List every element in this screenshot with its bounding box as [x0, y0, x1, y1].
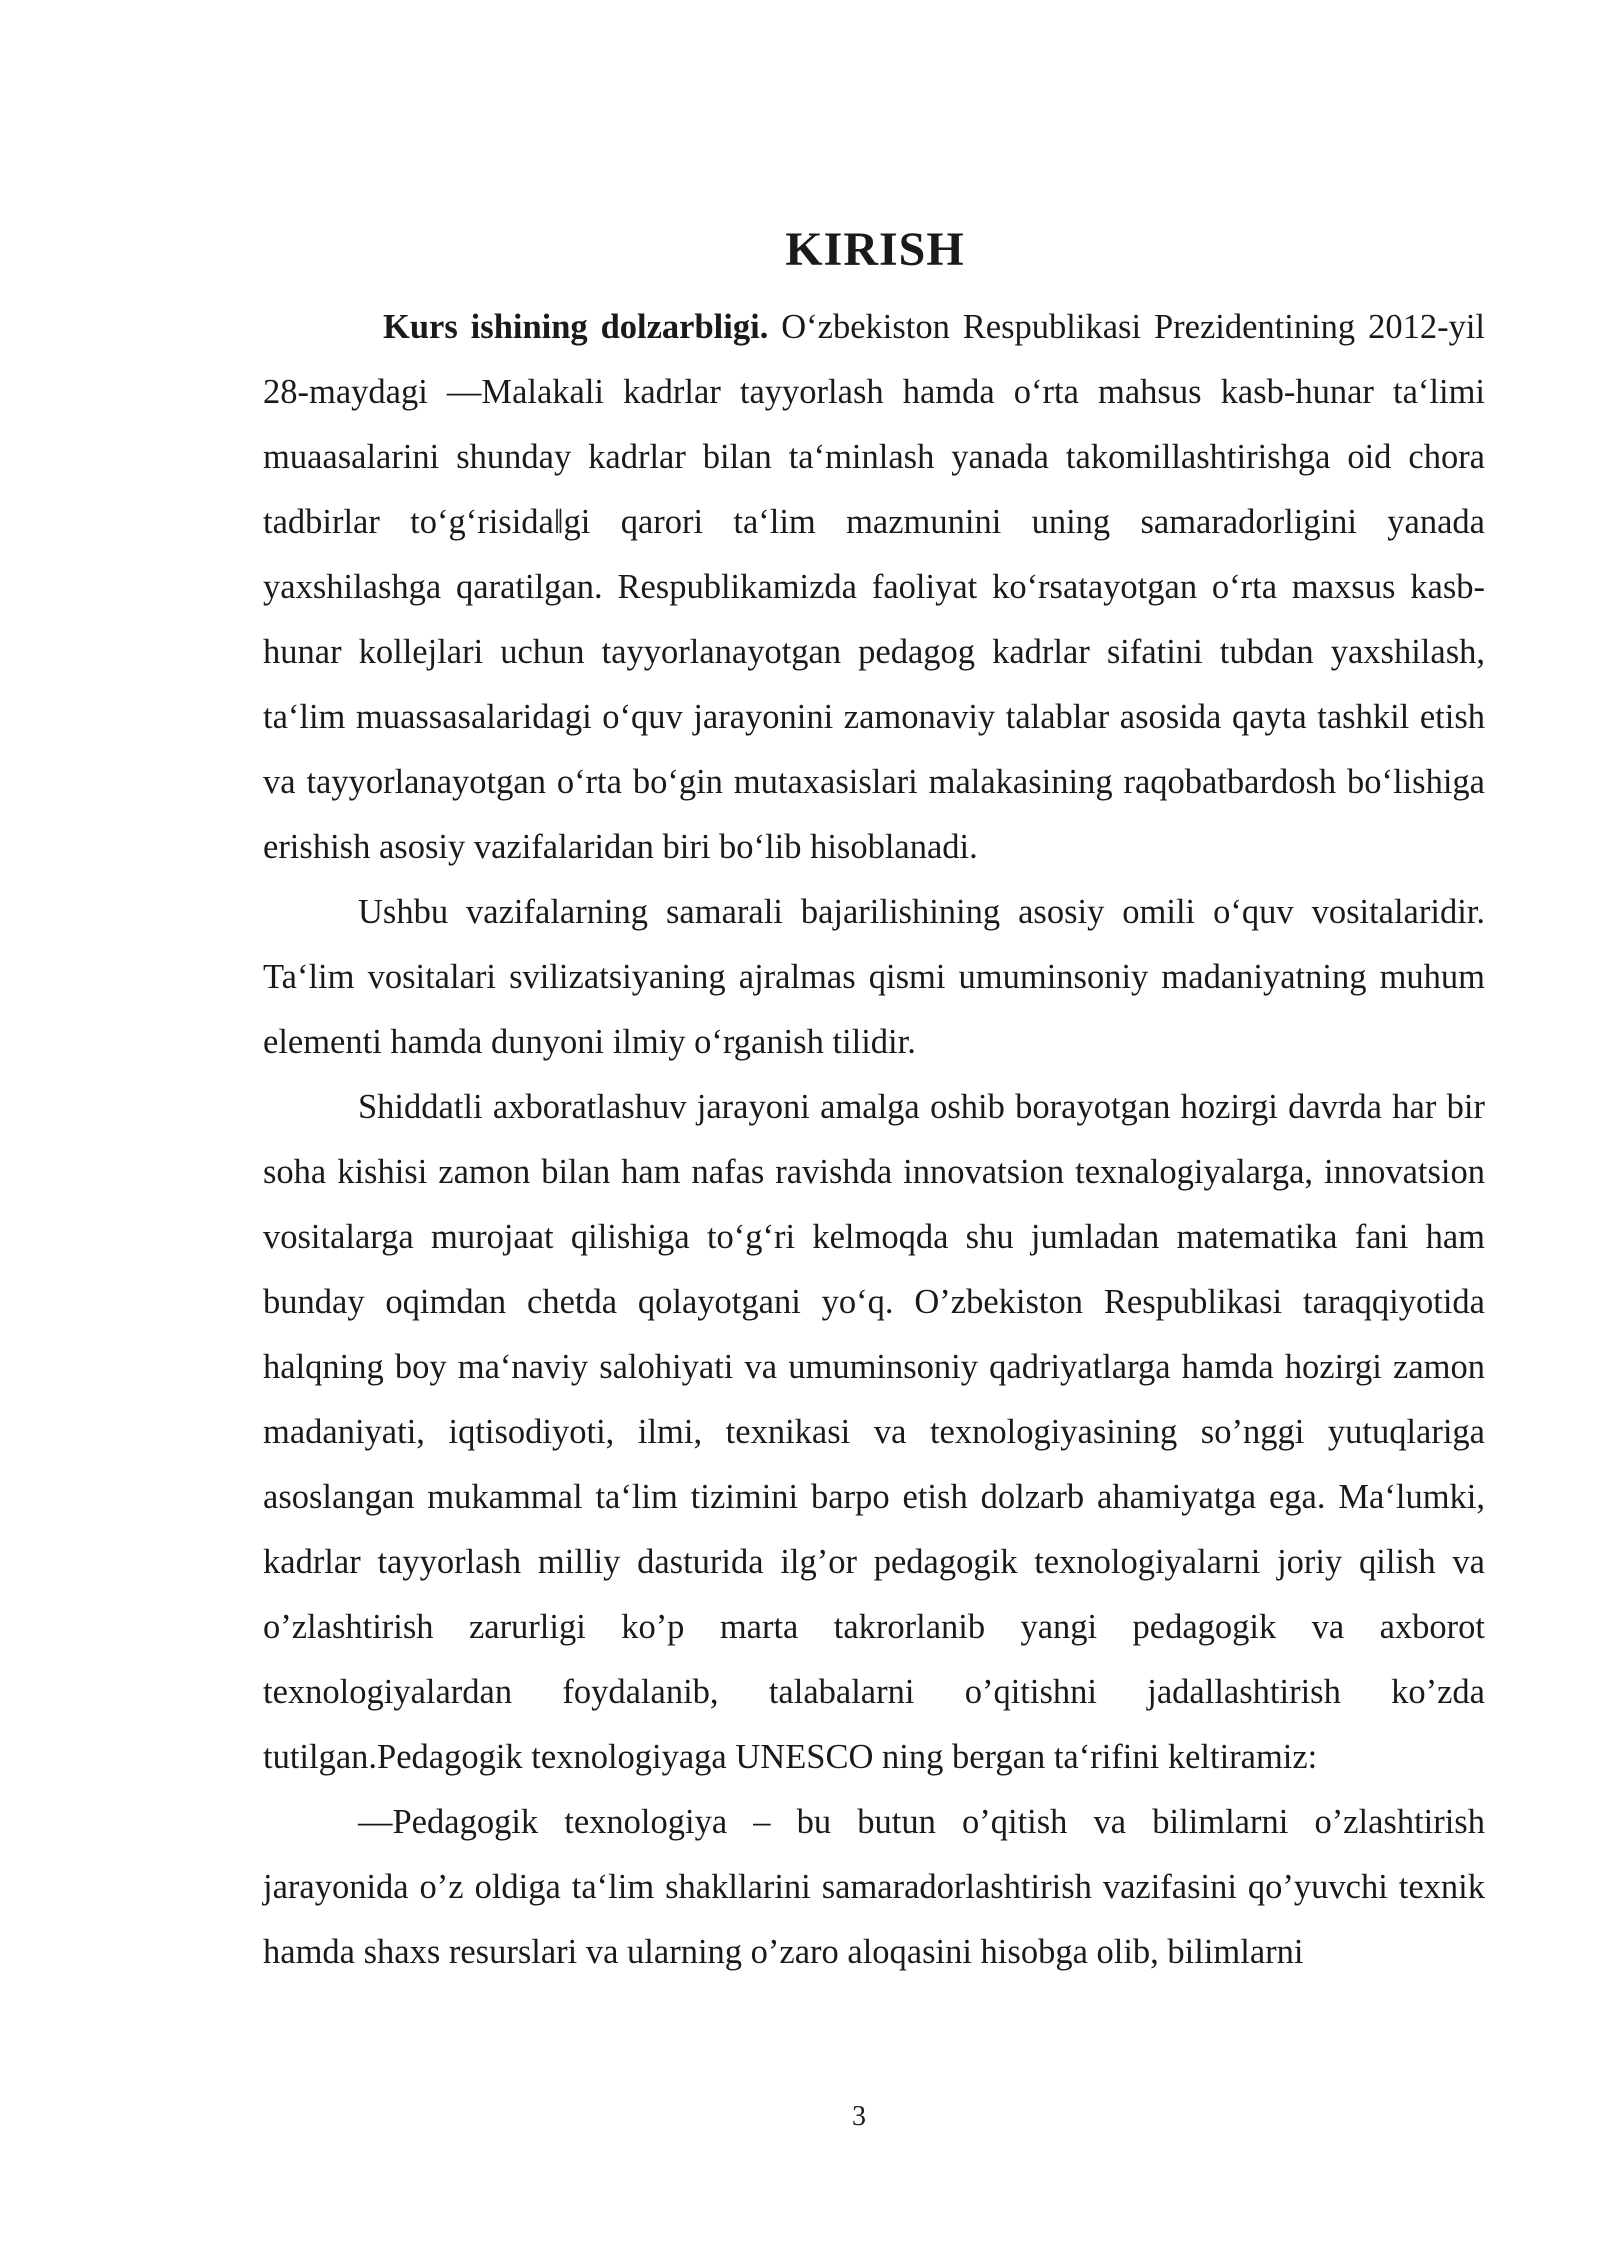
page-title: KIRISH [785, 223, 965, 276]
paragraph-text: Shiddatli axboratlashuv jarayoni amalga oshib borayotgan hozirgi davrda har bir soha kishisi zamon bilan ham nafas ravishda innovatsion texnalogiyalarga, innovatsion vositalarga murojaat qilishiga to‘g‘ri kelmoqda shu jumladan matematika fani ham bunday oqimdan chetda qolayotgani yo‘q. O’zbekiston Respublikasi taraqqiyotida halqning boy ma‘naviy salohiyati va umuminsoniy qadriyatlarga hamda hozirgi zamon madaniyati, iqtisodiyoti, ilmi, texnikasi va texnologiyasining so’nggi yutuqlariga asoslangan mukammal ta‘lim tizimini barpo etish dolzarb ahamiyatga ega. Ma‘lumki, kadrlar tayyorlash milliy dasturida ilg’or pedagogik texnologiyalarni joriy qilish va o’zlashtirish zarurligi ko’p marta takrorlanib yangi pedagogik va axborot texnologiyalardan foydalanib, talabalarni o’qitishni jadallashtirish ko’zda tutilgan.Pedagogik texnologiyaga UNESCO ning bergan ta‘rifini keltiramiz: [263, 1088, 1485, 1776]
paragraph-text: Ushbu vazifalarning samarali bajarilishining asosiy omili o‘quv vositalaridir. Ta‘lim vositalari svilizatsiyaning ajralmas qismi umuminsoniy madaniyatning muhum elementi hamda dunyoni ilmiy o‘rganish tilidir. [263, 893, 1485, 1061]
paragraph-learning-tools [263, 880, 1485, 1075]
paragraph-text: ―Pedagogik texnologiya – bu butun o’qitish va bilimlarni o’zlashtirish jarayonida o’z oldiga ta‘lim shakllarini samaradorlashtirish vazifasini qo’yuvchi texnik hamda shaxs resurslari va ularning o’zaro aloqasini hisobga olib, bilimlarni [263, 1803, 1485, 1971]
paragraph-informatization [263, 1075, 1485, 1790]
body-text [263, 295, 1485, 1985]
paragraph-unesco-definition [263, 1790, 1485, 1985]
paragraph-relevance [263, 295, 1485, 880]
page-number: 3 [852, 2101, 866, 2132]
paragraph-text: O‘zbekiston Respublikasi Prezidentining 2012-yil 28-maydagi ―Malakali kadrlar tayyorlash hamda o‘rta mahsus kasb-hunar ta‘limi muaasalarini shunday kadrlar bilan ta‘minlash yanada takomillashtirishga oid chora tadbirlar to‘g‘risida‖gi qarori ta‘lim mazmunini uning samaradorligini yanada yaxshilashga qaratilgan. Respublikamizda faoliyat ko‘rsatayotgan o‘rta maxsus kasb-hunar kollejlari uchun tayyorlanayotgan pedagog kadrlar sifatini tubdan yaxshilash, ta‘lim muassasalaridagi o‘quv jarayonini zamonaviy talablar asosida qayta tashkil etish va tayyorlanayotgan o‘rta bo‘gin mutaxasislari malakasining raqobatbardosh bo‘lishiga erishish asosiy vazifalaridan biri bo‘lib hisoblanadi. [263, 308, 1485, 866]
paragraph-lead: Kurs ishining dolzarbligi. [383, 308, 769, 346]
